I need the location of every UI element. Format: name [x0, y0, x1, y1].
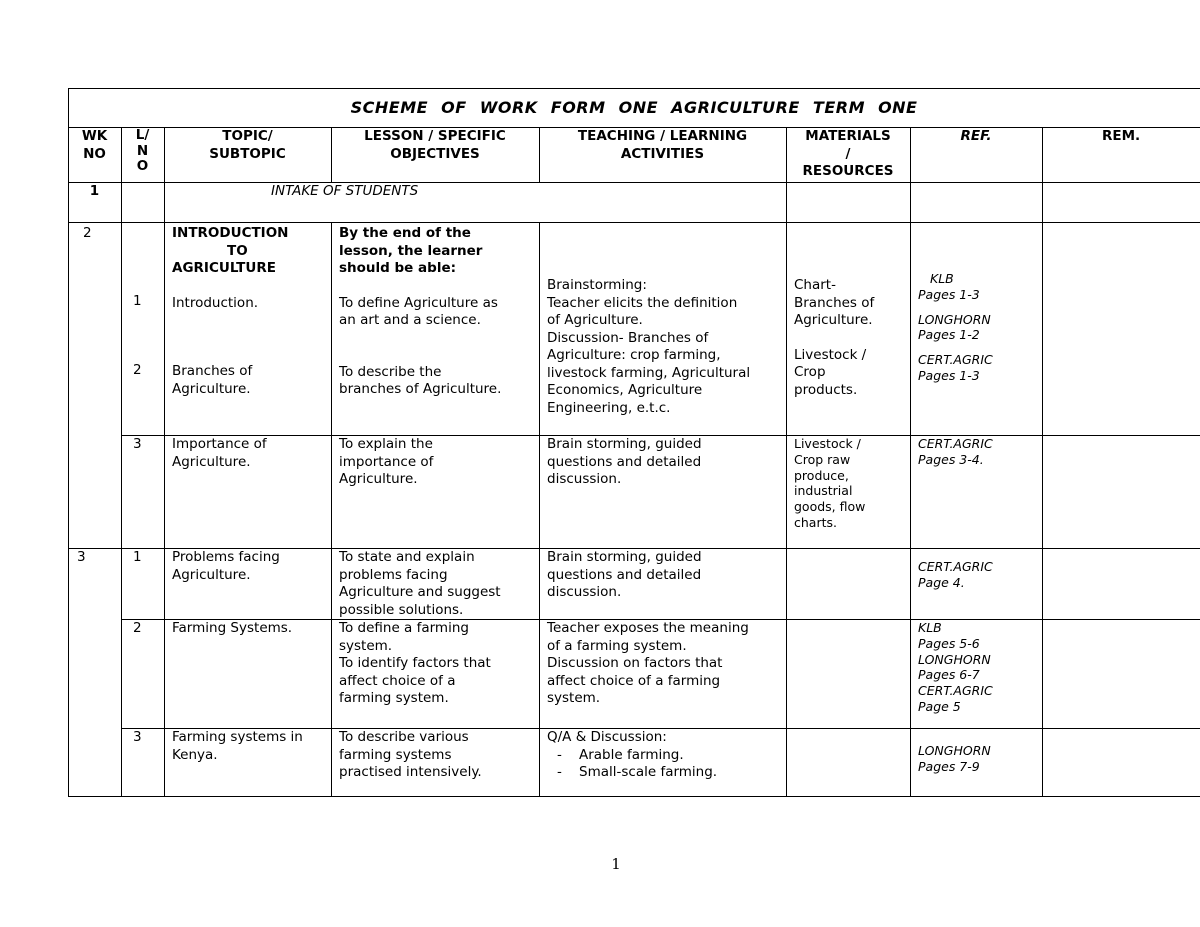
rem-cell [1043, 620, 1200, 729]
topic-cell: Problems facing Agriculture. [165, 549, 332, 620]
activities-cell: Brain storming, guided questions and detailed discussion. [540, 436, 787, 549]
week-number: 1 [69, 183, 122, 223]
lesson-numbers: 1 2 [122, 223, 165, 436]
objectives-cell: To explain the importance of Agriculture. [332, 436, 540, 549]
objectives-cell: To define a farming system. To identify factors that affect choice of a farming system. [332, 620, 540, 729]
header-rem: REM. [1043, 128, 1200, 183]
rem-cell [1043, 436, 1200, 549]
list-item: - Small-scale farming. [557, 764, 718, 780]
rem-cell [1043, 223, 1200, 436]
lesson-number-empty [122, 183, 165, 223]
ref-cell: CERT.AGRIC Pages 3-4. [911, 436, 1043, 549]
header-wk: WK NO [69, 128, 122, 183]
materials-empty [787, 183, 911, 223]
week-3-row-1 [69, 549, 1200, 620]
rem-cell [1043, 729, 1200, 797]
objectives-cell: To state and explain problems facing Agriculture and suggest possible solutions. [332, 549, 540, 620]
activities-cell: Q/A & Discussion: - Arable farming. - Small-scale farming. [540, 729, 787, 797]
week-2-row-b [69, 436, 1200, 549]
activities-cell: Brain storming, guided questions and detailed discussion. [540, 549, 787, 620]
header-ref: REF. [911, 128, 1043, 183]
header-materials: MATERIALS / RESOURCES [787, 128, 911, 183]
scheme-of-work-table [68, 88, 1200, 797]
topic-cell: INTRODUCTION TO AGRICULTURE Introduction. Branches of Agriculture. [165, 223, 332, 436]
ref-cell: CERT.AGRIC Page 4. [911, 549, 1043, 620]
table-title: SCHEME OF WORK FORM ONE AGRICULTURE TERM ONE [69, 89, 1200, 128]
materials-cell: Livestock / Crop raw produce, industrial goods, flow charts. [787, 436, 911, 549]
materials-empty [787, 620, 911, 729]
ref-cell: LONGHORN Pages 7-9 [911, 729, 1043, 797]
ref-cell: KLB Pages 1-3 LONGHORN Pages 1-2 CERT.AGRIC Pages 1-3 [911, 223, 1043, 436]
week-number: 3 [69, 549, 122, 797]
materials-empty [787, 729, 911, 797]
ref-empty [911, 183, 1043, 223]
topic-cell: Farming systems in Kenya. [165, 729, 332, 797]
page-number: 1 [611, 855, 621, 873]
rem-empty [1043, 183, 1200, 223]
header-topic: TOPIC/ SUBTOPIC [165, 128, 332, 183]
lesson-number: 2 [122, 620, 165, 729]
materials-empty [787, 549, 911, 620]
header-teaching: TEACHING / LEARNING ACTIVITIES [540, 128, 787, 183]
ref-cell: KLB Pages 5-6 LONGHORN Pages 6-7 CERT.AGRIC Page 5 [911, 620, 1043, 729]
week-3-row-2 [69, 620, 1200, 729]
activities-cell: Brainstorming: Teacher elicits the definition of Agriculture. Discussion- Branches of Agriculture: crop farming, livestock farming, Agricultural Economics, Agriculture Engineering, e.t.c. [540, 223, 787, 436]
week-number: 2 [69, 223, 122, 549]
week-2-row-a [69, 223, 1200, 436]
list-item: - Arable farming. [557, 746, 684, 763]
objectives-cell: To describe various farming systems practised intensively. [332, 729, 540, 797]
intake-text: INTAKE OF STUDENTS [165, 183, 787, 223]
materials-cell: Chart- Branches of Agriculture. Livestock / Crop products. [787, 223, 911, 436]
lesson-number: 1 [122, 549, 165, 620]
week-3-row-3 [69, 729, 1200, 797]
header-row [69, 128, 1200, 183]
header-lno: L/ N O [122, 128, 165, 183]
activities-cell: Teacher exposes the meaning of a farming system. Discussion on factors that affect choice of a farming system. [540, 620, 787, 729]
topic-cell: Farming Systems. [165, 620, 332, 729]
week-1-row [69, 183, 1200, 223]
topic-cell: Importance of Agriculture. [165, 436, 332, 549]
lesson-number: 3 [122, 729, 165, 797]
rem-cell [1043, 549, 1200, 620]
objectives-cell: By the end of the lesson, the learner should be able: To define Agriculture as an art and a science. To describe the branches of Agriculture. [332, 223, 540, 436]
lesson-number: 3 [122, 436, 165, 549]
header-lesson: LESSON / SPECIFIC OBJECTIVES [332, 128, 540, 183]
